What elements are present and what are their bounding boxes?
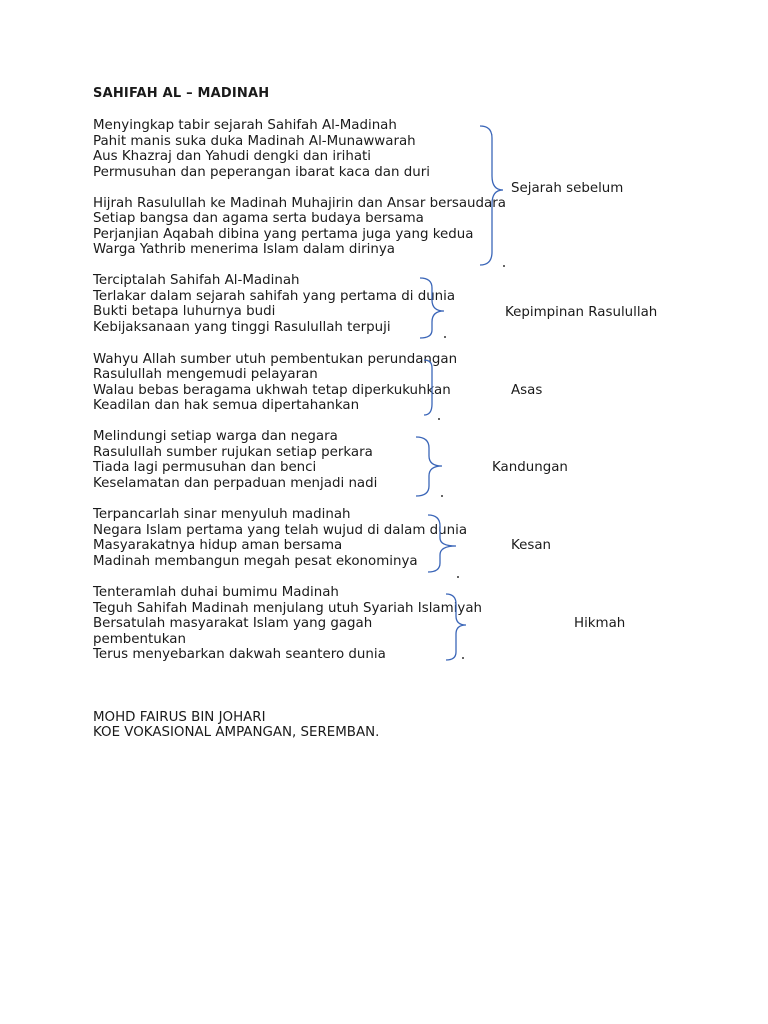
stanza-label: Hikmah [574, 616, 626, 631]
poem-line: Wahyu Allah sumber utuh pembentukan perundangan [93, 352, 458, 367]
poem-line: Menyingkap tabir sejarah Sahifah Al-Madinah [93, 118, 397, 133]
poem-line: Tenteramlah duhai bumimu Madinah [93, 585, 339, 600]
poem-line: Rasulullah sumber rujukan setiap perkara [93, 445, 373, 460]
stanza-label: Sejarah sebelum [511, 181, 624, 196]
stray-mark [462, 657, 464, 659]
poem-line: Walau bebas beragama ukhwah tetap diperkukuhkan [93, 383, 451, 398]
poem-line: Perjanjian Aqabah dibina yang pertama juga yang kedua [93, 227, 474, 242]
brace-hikmah [446, 594, 466, 660]
brace-asas [424, 360, 432, 415]
author-school: KOE VOKASIONAL AMPANGAN, SEREMBAN. [93, 725, 380, 740]
poem-line: Masyarakatnya hidup aman bersama [93, 538, 343, 553]
stanza-label: Kepimpinan Rasulullah [505, 305, 658, 320]
poem-line: Melindungi setiap warga dan negara [93, 429, 338, 444]
poem-line: Warga Yathrib menerima Islam dalam dirinya [93, 242, 395, 257]
poem-line: Tiada lagi permusuhan dan benci [93, 460, 317, 475]
poem-line: Keadilan dan hak semua dipertahankan [93, 398, 360, 413]
stanza-label: Asas [511, 383, 543, 398]
stray-mark [441, 495, 443, 497]
stray-mark [444, 336, 446, 338]
poem-line: Setiap bangsa dan agama serta budaya bersama [93, 211, 424, 226]
poem-line: pembentukan [93, 632, 186, 647]
stray-mark [438, 418, 440, 420]
poem-line: Terus menyebarkan dakwah seantero dunia [93, 647, 386, 662]
poem-line: Bersatulah masyarakat Islam yang gagah [93, 616, 373, 631]
poem-title: SAHIFAH AL – MADINAH [93, 86, 270, 101]
poem-line: Negara Islam pertama yang telah wujud di dalam dunia [93, 523, 468, 538]
poem-line: Kebijaksanaan yang tinggi Rasulullah terpuji [93, 320, 391, 335]
poem-line: Pahit manis suka duka Madinah Al-Munawwarah [93, 134, 416, 149]
poem-line: Aus Khazraj dan Yahudi dengki dan irihati [93, 149, 372, 164]
poem-line: Bukti betapa luhurnya budi [93, 304, 276, 319]
poem-line: Keselamatan dan perpaduan menjadi nadi [93, 476, 378, 491]
stray-mark [457, 576, 459, 578]
stanza-label: Kesan [511, 538, 552, 553]
poem-line: Permusuhan dan peperangan ibarat kaca dan duri [93, 165, 430, 180]
brace-kesan [428, 515, 456, 572]
brace-kandungan [416, 437, 442, 496]
poem-line: Teguh Sahifah Madinah menjulang utuh Syariah Islamiyah [93, 601, 483, 616]
brace-sejarah-sebelum [480, 126, 503, 265]
stanza-label: Kandungan [492, 460, 568, 475]
author-name: MOHD FAIRUS BIN JOHARI [93, 710, 266, 725]
poem-line: Terpancarlah sinar menyuluh madinah [93, 507, 351, 522]
brace-kepimpinan-rasulullah [420, 278, 444, 338]
poem-line: Terlakar dalam sejarah sahifah yang pertama di dunia [93, 289, 456, 304]
poem-line: Rasulullah mengemudi pelayaran [93, 367, 318, 382]
poem-line: Madinah membangun megah pesat ekonominya [93, 554, 418, 569]
poem-line: Terciptalah Sahifah Al-Madinah [93, 273, 300, 288]
poem-line: Hijrah Rasulullah ke Madinah Muhajirin dan Ansar bersaudara [93, 196, 506, 211]
stray-mark [503, 265, 505, 267]
